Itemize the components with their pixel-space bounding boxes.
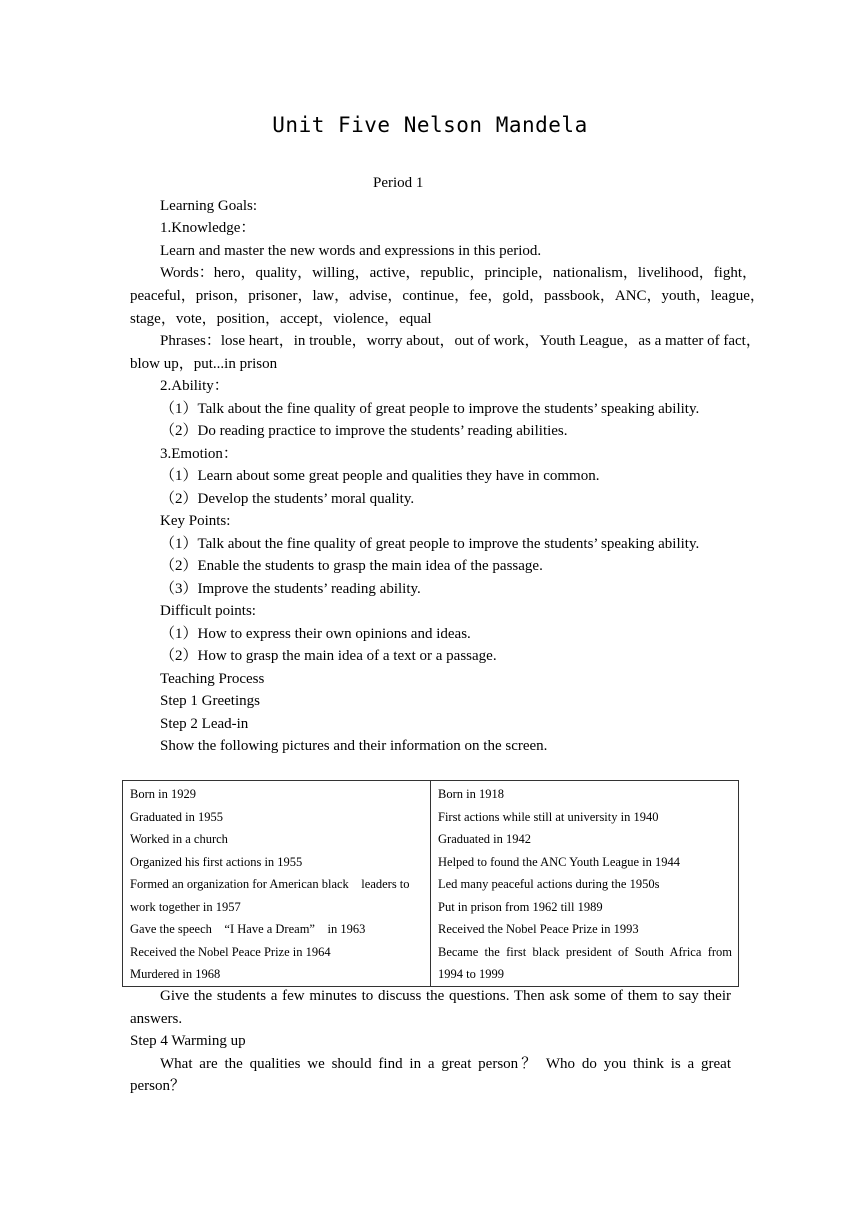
table-cell-line: Graduated in 1942 [438, 832, 532, 846]
knowledge-text: Learn and master the new words and expressions in this period. [160, 243, 542, 259]
step-2-heading: Step 2 Lead-in [160, 716, 249, 732]
table-cell-line: Received the Nobel Peace Prize in 1964 [130, 944, 331, 959]
knowledge-heading: 1.Knowledge： [160, 220, 256, 236]
table-cell-left [123, 781, 431, 987]
difficult-point-2: （2）How to grasp the main idea of a text or a passage. [160, 648, 497, 664]
words-line-1: Words：hero，quality，willing，active，republic，principle，nationalism，livelihood，fight， [160, 265, 758, 281]
table-cell-line: work together in 1957 [130, 899, 241, 914]
phrases-line-2: blow up，put...in prison [130, 356, 278, 372]
emotion-heading: 3.Emotion： [160, 446, 238, 462]
emotion-item-1: （1）Learn about some great people and qualities they have in common. [160, 468, 600, 484]
phrases-line-1: Phrases：lose heart，in trouble，worry about，out of work，Youth League，as a matter of fact， [160, 333, 761, 349]
discuss-line-2: answers. [130, 1011, 183, 1027]
table-cell-line: Put in prison from 1962 till 1989 [438, 899, 603, 914]
key-point-3: （3）Improve the students’ reading ability. [160, 581, 421, 597]
period-label: Period 1 [373, 175, 424, 191]
key-points-heading: Key Points: [160, 513, 231, 529]
comparison-table [122, 780, 739, 987]
table-cell-line: Born in 1918 [438, 787, 504, 801]
table-cell-right [431, 781, 739, 987]
table-cell-line: Became the first black president of South Africa from [438, 944, 732, 959]
table-cell-line: First actions while still at university in 1940 [438, 809, 659, 824]
words-line-3: stage，vote，position，accept，violence，equal [130, 311, 432, 327]
warming-up-line-1: What are the qualities we should find in a great person？ Who do you think is a great [160, 1056, 731, 1072]
table-cell-line: Worked in a church [130, 832, 228, 846]
document-title: Unit Five Nelson Mandela [272, 113, 588, 137]
table-cell-line: Formed an organization for American black leaders to [130, 877, 410, 891]
show-pictures-instruction: Show the following pictures and their information on the screen. [160, 738, 548, 754]
words-line-2: peaceful，prison，prisoner，law，advise，continue，fee，gold，passbook，ANC，youth，league， [130, 288, 765, 304]
learning-goals-heading: Learning Goals: [160, 198, 258, 214]
step-1-heading: Step 1 Greetings [160, 693, 260, 709]
warming-up-line-2: person？ [130, 1078, 185, 1094]
table-cell-line: Gave the speech “I Have a Dream” in 1963 [130, 922, 366, 936]
table-cell-line: Born in 1929 [130, 787, 196, 801]
table-cell-line: Organized his first actions in 1955 [130, 854, 303, 869]
table-cell-line: Received the Nobel Peace Prize in 1993 [438, 922, 639, 936]
emotion-item-2: （2）Develop the students’ moral quality. [160, 491, 415, 507]
ability-item-2: （2）Do reading practice to improve the students’ reading abilities. [160, 423, 568, 439]
table-cell-line: Graduated in 1955 [130, 809, 224, 824]
ability-item-1: （1）Talk about the fine quality of great people to improve the students’ speaking ability. [160, 401, 700, 417]
table-cell-line: Helped to found the ANC Youth League in 1944 [438, 854, 680, 869]
table-cell-line: Murdered in 1968 [130, 967, 221, 981]
step-4-heading: Step 4 Warming up [130, 1033, 246, 1049]
ability-heading: 2.Ability： [160, 378, 229, 394]
difficult-points-heading: Difficult points: [160, 603, 256, 619]
table-cell-line: 1994 to 1999 [438, 967, 504, 981]
table-row [123, 781, 739, 987]
key-point-2: （2）Enable the students to grasp the main idea of the passage. [160, 558, 543, 574]
key-point-1: （1）Talk about the fine quality of great people to improve the students’ speaking ability. [160, 536, 700, 552]
table-cell-line: Led many peaceful actions during the 1950s [438, 877, 660, 891]
teaching-process-heading: Teaching Process [160, 671, 265, 687]
difficult-point-1: （1）How to express their own opinions and ideas. [160, 626, 471, 642]
discuss-line-1: Give the students a few minutes to discuss the questions. Then ask some of them to say their [160, 988, 731, 1004]
